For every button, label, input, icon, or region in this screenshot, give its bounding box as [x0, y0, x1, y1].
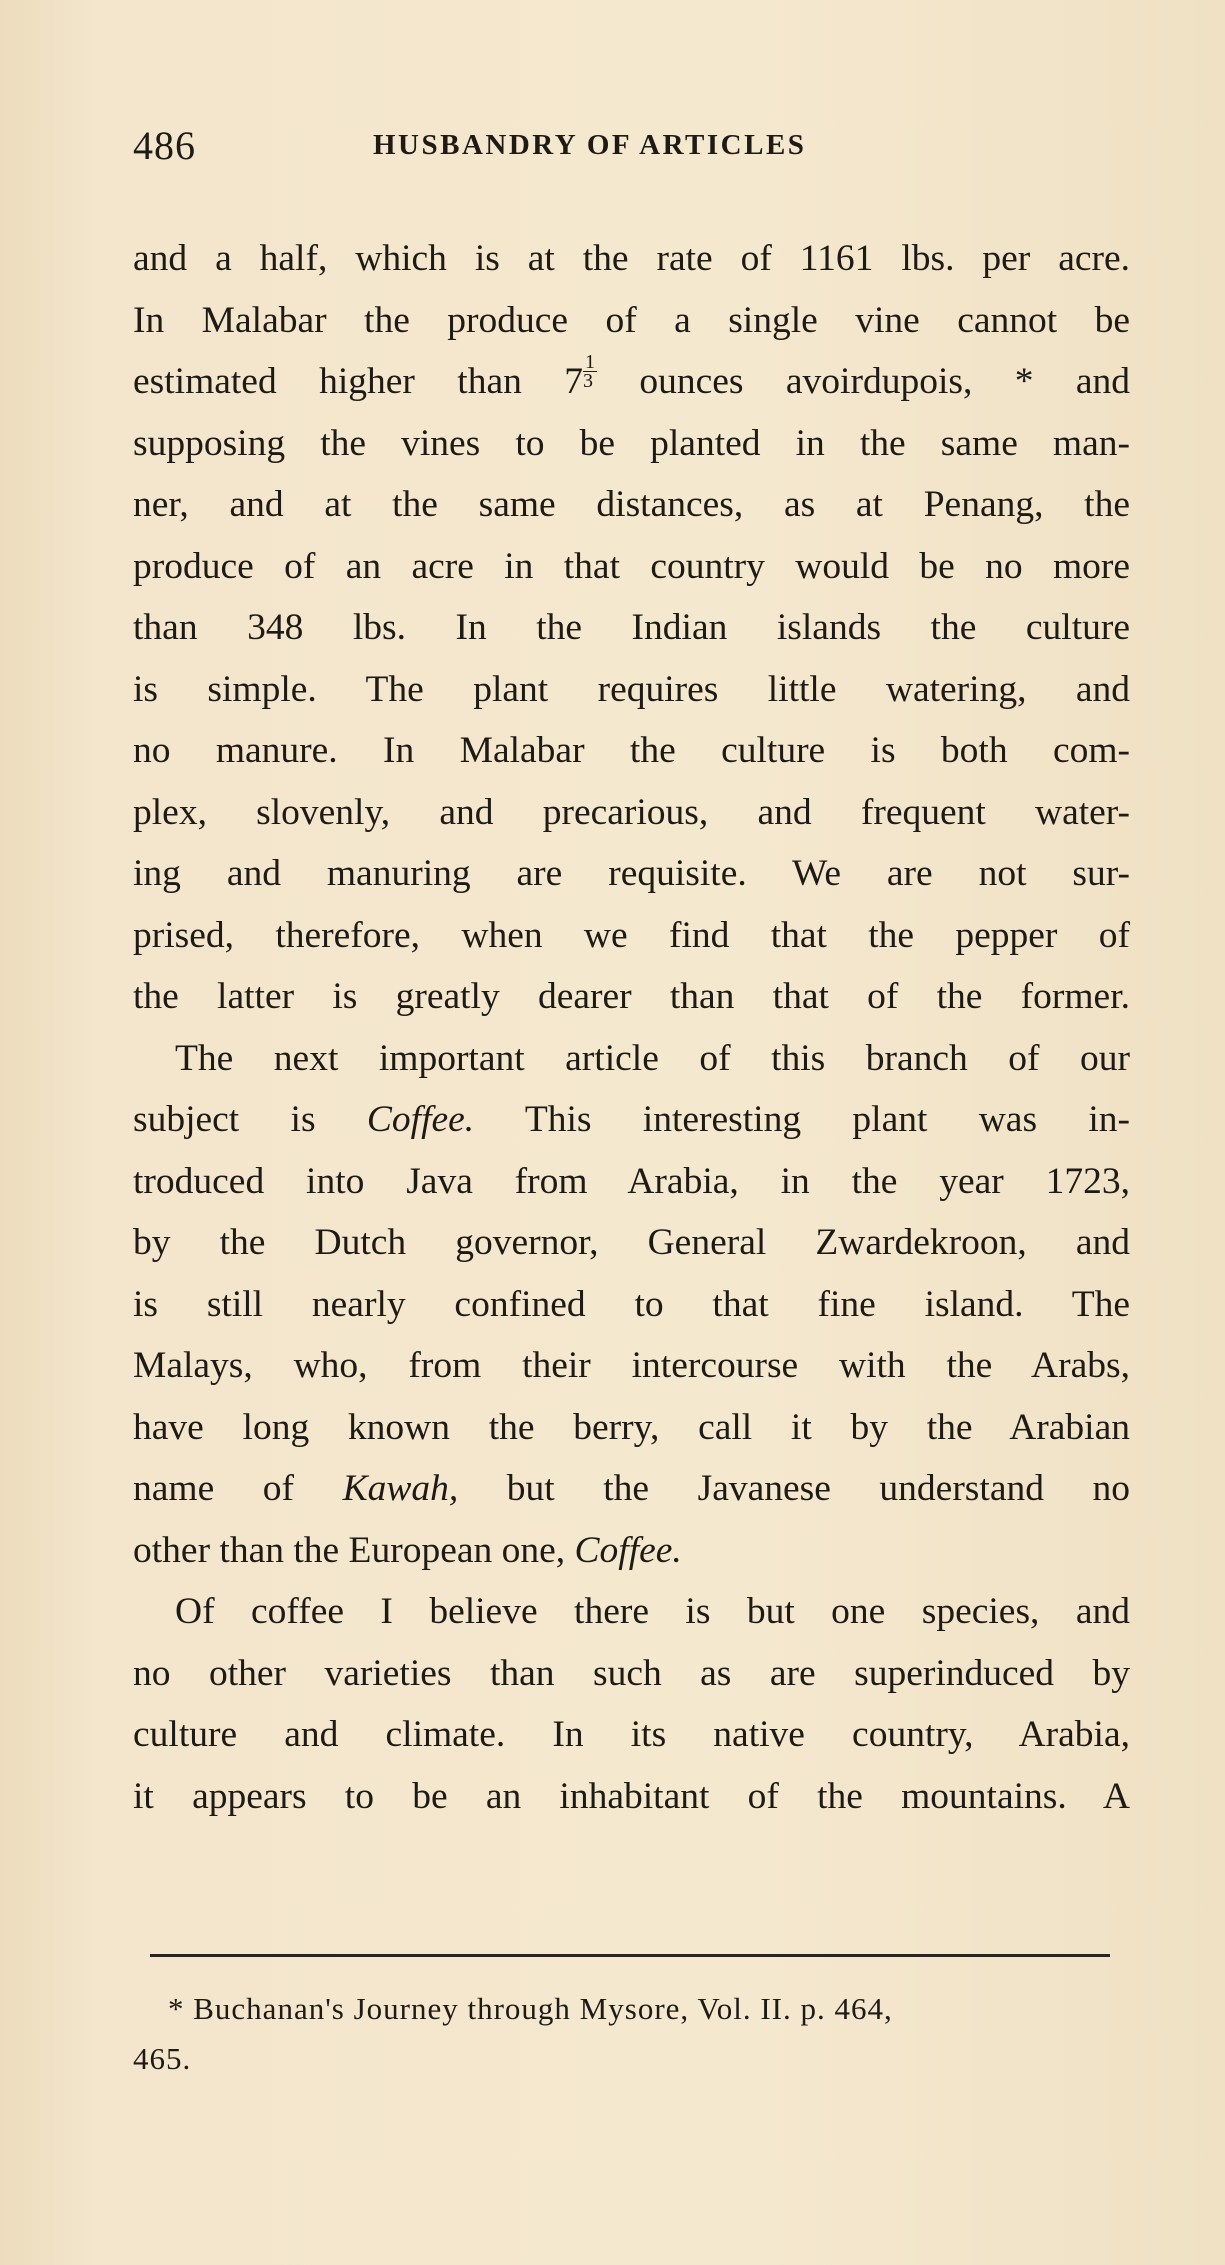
- footnote-line: * Buchanan's Journey through Mysore, Vol. II. p. 464,: [168, 1991, 893, 2026]
- text-span: other than the European one,: [133, 1529, 566, 1571]
- text-line: [133, 1458, 1130, 1520]
- text-span: name of: [133, 1468, 294, 1509]
- text-line: plex, slovenly, and precarious, and frequent water-: [133, 791, 1130, 833]
- text-line: by the Dutch governor, General Zwardekroon, and: [133, 1222, 1130, 1263]
- footnote: [133, 1984, 1123, 2084]
- text-line: The next important article of this branch of our: [175, 1037, 1130, 1079]
- footnote-divider: [150, 1954, 1110, 1957]
- text-span: This interesting plant was in-: [524, 1099, 1131, 1140]
- footnote-line: 465.: [133, 2041, 192, 2076]
- text-line: produce of an acre in that country would be no more: [133, 545, 1130, 587]
- fraction-denominator: 3: [582, 370, 593, 392]
- text-line: culture and climate. In its native country, Arabia,: [133, 1714, 1130, 1755]
- text-line: Of coffee I believe there is but one species, and: [175, 1591, 1130, 1632]
- page-number: 486: [133, 123, 196, 168]
- text-line: [133, 351, 1130, 413]
- fraction-numerator: 1: [584, 351, 595, 373]
- text-line: no manure. In Malabar the culture is both com-: [133, 730, 1130, 771]
- text-line: and a half, which is at the rate of 1161 lbs. per acre.: [133, 238, 1130, 279]
- text-line: In Malabar the produce of a single vine cannot be: [133, 299, 1130, 341]
- italic-term: Coffee.: [574, 1529, 682, 1571]
- text-line: than 348 lbs. In the Indian islands the culture: [133, 607, 1130, 648]
- text-line: ing and manuring are requisite. We are not sur-: [133, 853, 1130, 894]
- text-line: supposing the vines to be planted in the same man-: [133, 422, 1130, 464]
- fraction: [583, 353, 597, 390]
- text-line: it appears to be an inhabitant of the mountains. A: [133, 1775, 1130, 1817]
- text-span: estimated higher than 7: [133, 361, 583, 402]
- text-line: ner, and at the same distances, as at Penang, the: [133, 484, 1130, 525]
- body-text: [133, 228, 1133, 1827]
- text-span: subject is: [133, 1099, 316, 1140]
- text-line: prised, therefore, when we find that the pepper of: [133, 914, 1130, 956]
- text-line: Malays, who, from their intercourse with the Arabs,: [133, 1345, 1130, 1386]
- text-line: [133, 1520, 1133, 1582]
- text-line: troduced into Java from Arabia, in the year 1723,: [133, 1160, 1130, 1202]
- italic-term: Coffee.: [366, 1099, 475, 1140]
- page-header: [133, 122, 1123, 172]
- text-line: the latter is greatly dearer than that of the former.: [133, 976, 1130, 1017]
- text-span: ounces avoirdupois, * and: [639, 361, 1130, 402]
- text-span: but the Javanese understand no: [506, 1468, 1131, 1509]
- italic-term: Kawah,: [342, 1468, 459, 1509]
- text-line: no other varieties than such as are superinduced by: [133, 1652, 1130, 1694]
- text-line: have long known the berry, call it by the Arabian: [133, 1406, 1130, 1448]
- text-line: is still nearly confined to that fine island. The: [133, 1283, 1130, 1325]
- text-line: is simple. The plant requires little watering, and: [133, 668, 1130, 710]
- running-title: HUSBANDRY OF ARTICLES: [373, 129, 807, 161]
- text-line: [133, 1089, 1130, 1151]
